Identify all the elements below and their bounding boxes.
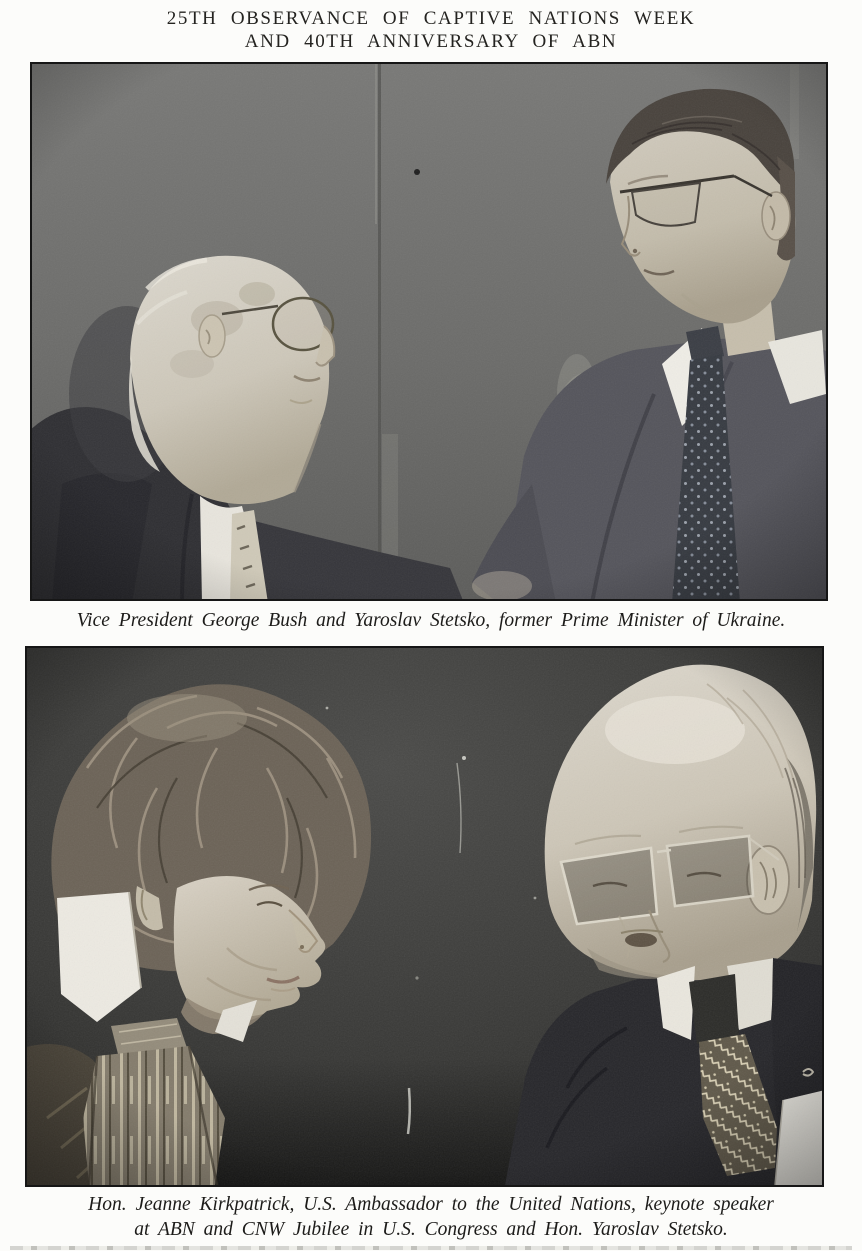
caption-kirkpatrick-stetsko <box>0 1192 862 1242</box>
title-line-2: AND 40TH ANNIVERSARY OF ABN <box>244 31 618 52</box>
caption-bush-stetsko: Vice President George Bush and Yaroslav Stetsko, former Prime Minister of Ukraine. <box>76 610 786 631</box>
caption-line-1: Hon. Jeanne Kirkpatrick, U.S. Ambassador to the United Nations, keynote speaker <box>88 1194 774 1215</box>
page-title <box>0 7 862 53</box>
caption-line-2: at ABN and CNW Jubilee in U.S. Congress and Hon. Yaroslav Stetsko. <box>134 1219 728 1240</box>
photo-kirkpatrick-stetsko-art <box>27 648 822 1185</box>
next-page-text-edge <box>10 1246 852 1250</box>
photo-bush-stetsko-art <box>32 64 826 599</box>
photo-kirkpatrick-stetsko <box>25 646 824 1187</box>
photo1-vignette <box>32 64 826 599</box>
photo-bush-stetsko <box>30 62 828 601</box>
title-line-1: 25TH OBSERVANCE OF CAPTIVE NATIONS WEEK <box>166 8 696 29</box>
photo2-vignette <box>27 648 822 1185</box>
